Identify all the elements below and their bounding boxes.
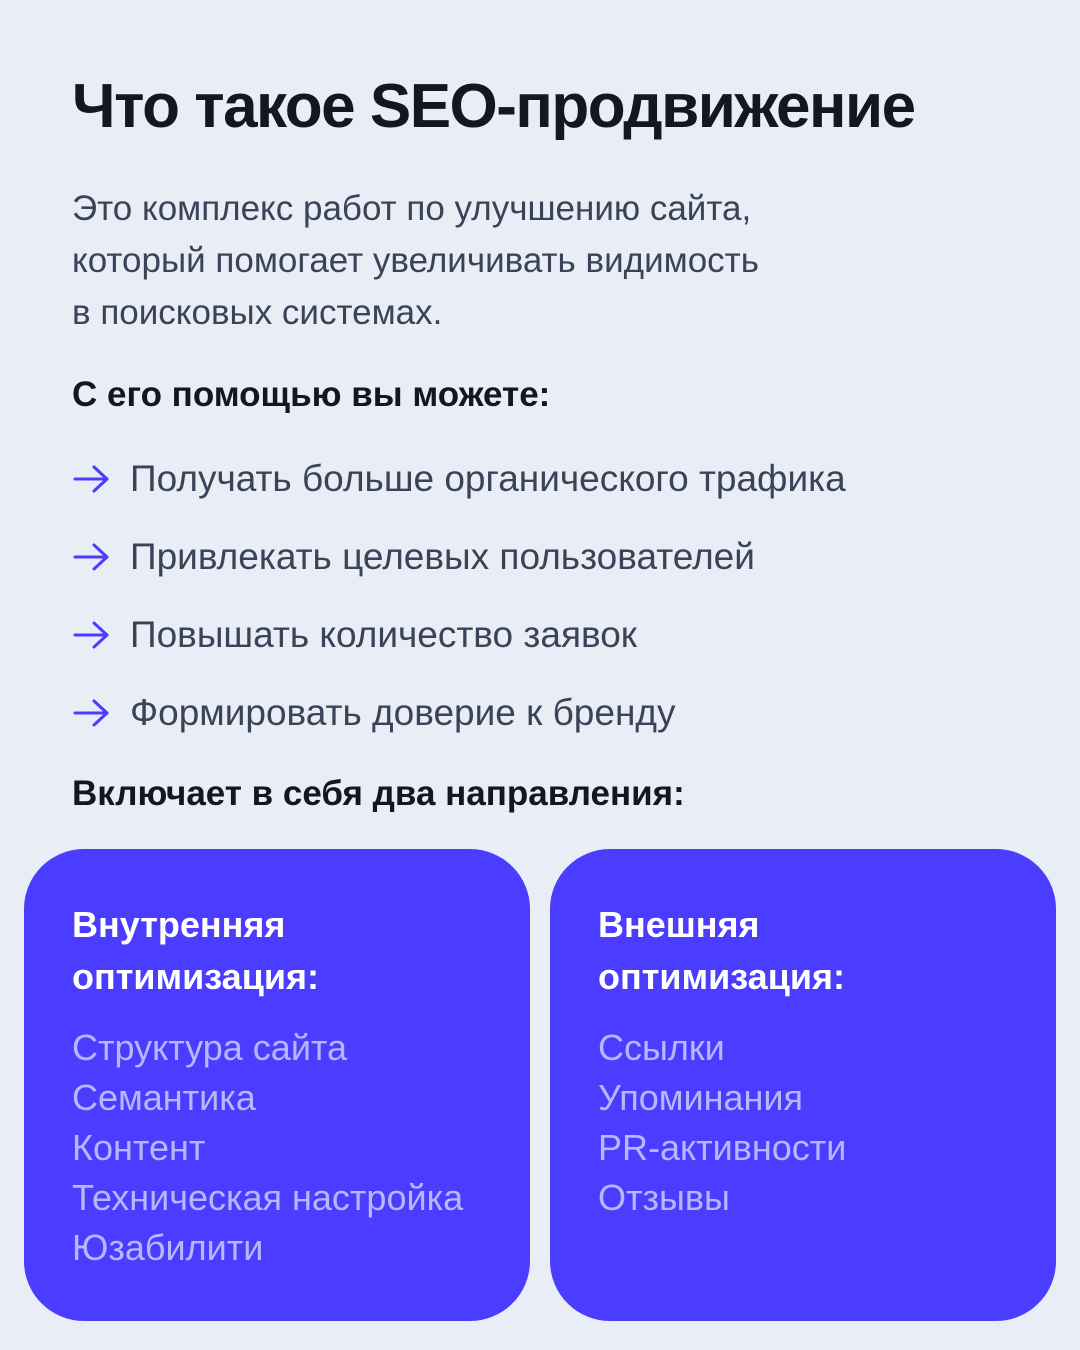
benefit-text: Повышать количество заявок — [130, 614, 637, 655]
benefits-list — [72, 440, 846, 752]
benefit-item — [72, 440, 846, 518]
arrow-right-icon — [72, 464, 112, 494]
card-list-item: Контент — [72, 1127, 206, 1168]
benefit-text: Привлекать целевых пользователей — [130, 536, 755, 577]
card-title — [598, 899, 1016, 1003]
intro-line: который помогает увеличивать видимость — [72, 241, 759, 280]
arrow-right-icon — [72, 620, 112, 650]
arrow-right-icon — [72, 698, 112, 728]
benefit-text: Формировать доверие к бренду — [130, 692, 676, 733]
intro-line: в поисковых системах. — [72, 293, 443, 332]
benefit-text: Получать больше органического трафика — [130, 458, 846, 499]
card-list-item: Упоминания — [598, 1077, 804, 1118]
benefit-item — [72, 518, 846, 596]
card-title-line: оптимизация: — [598, 956, 845, 997]
internal-optimization-card — [24, 849, 530, 1321]
intro-paragraph — [72, 183, 972, 339]
intro-line: Это комплекс работ по улучшению сайта, — [72, 189, 752, 228]
card-title-line: Внешняя — [598, 904, 760, 945]
external-optimization-card — [550, 849, 1056, 1321]
card-list-item: Техническая настройка — [72, 1177, 464, 1218]
card-list-item: PR-активности — [598, 1127, 847, 1168]
page-title: Что такое SEO-продвижение — [72, 72, 915, 141]
card-title-line: оптимизация: — [72, 956, 319, 997]
benefit-item — [72, 674, 846, 752]
card-title-line: Внутренняя — [72, 904, 286, 945]
card-list — [72, 1023, 490, 1273]
card-list-item: Отзывы — [598, 1177, 730, 1218]
card-list — [598, 1023, 1016, 1223]
benefit-item — [72, 596, 846, 674]
benefits-heading: С его помощью вы можете: — [72, 375, 551, 414]
card-list-item: Семантика — [72, 1077, 256, 1118]
card-list-item: Ссылки — [598, 1027, 725, 1068]
card-title — [72, 899, 490, 1003]
card-list-item: Структура сайта — [72, 1027, 348, 1068]
card-list-item: Юзабилити — [72, 1227, 264, 1268]
directions-heading: Включает в себя два направления: — [72, 774, 685, 813]
arrow-right-icon — [72, 542, 112, 572]
